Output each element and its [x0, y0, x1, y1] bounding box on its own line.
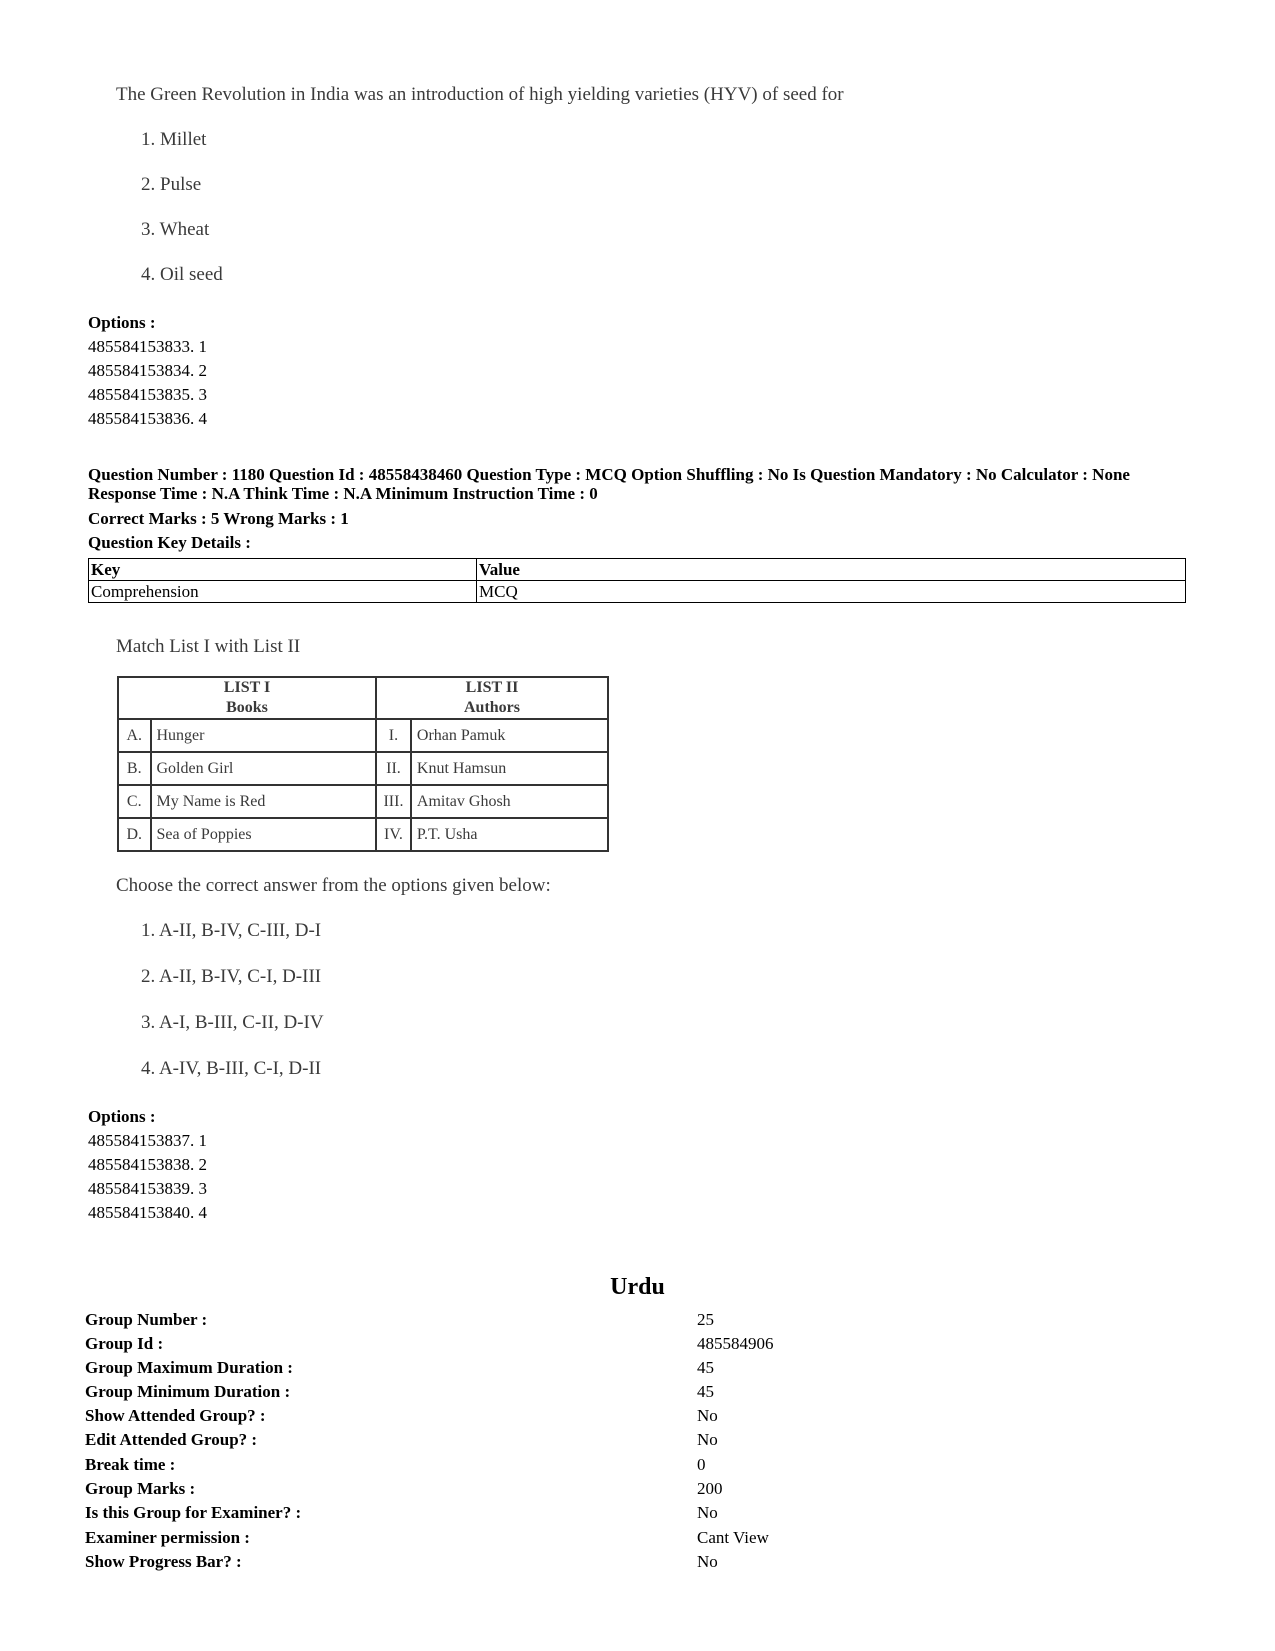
choice-2: 2. Pulse [141, 174, 202, 195]
author-cell: P.T. Usha [411, 818, 608, 851]
group-field-label: Show Attended Group? : [85, 1406, 266, 1425]
group-field-value: No [697, 1430, 718, 1449]
group-field-value: 485584906 [697, 1334, 774, 1353]
options-label: Options : [88, 1107, 156, 1126]
list1-subtitle: Books [226, 699, 268, 716]
table-header-key: Key [89, 559, 477, 581]
list1-letter: A. [118, 719, 151, 752]
group-field-label: Edit Attended Group? : [85, 1430, 258, 1449]
choice-4: 4. A-IV, B-III, C-I, D-II [141, 1058, 322, 1079]
marks-line: Correct Marks : 5 Wrong Marks : 1 [88, 509, 349, 528]
list1-title: LIST I [223, 679, 271, 696]
match-table [117, 676, 609, 852]
table-row [118, 818, 608, 851]
book-cell: Golden Girl [151, 752, 377, 785]
question-meta-line1: Question Number : 1180 Question Id : 48558438460 Question Type : MCQ Option Shuffling : No Is Question Mandatory : No Calculator : None [88, 465, 1130, 484]
group-field-value: Cant View [697, 1528, 769, 1547]
table-row [118, 719, 608, 752]
choice-2: 2. A-II, B-IV, C-I, D-III [141, 966, 322, 987]
key-details-label: Question Key Details : [88, 533, 251, 552]
question-text: The Green Revolution in India was an introduction of high yielding varieties (HYV) of seed for [116, 84, 844, 105]
list1-letter: B. [118, 752, 151, 785]
group-field-value: No [697, 1552, 718, 1571]
group-field-value: 45 [697, 1358, 714, 1377]
group-field-value: No [697, 1406, 718, 1425]
option-row: 485584153835. 3 [88, 385, 207, 404]
list2-header [376, 677, 608, 719]
book-cell: Sea of Poppies [151, 818, 377, 851]
option-row: 485584153840. 4 [88, 1203, 207, 1222]
list1-letter: C. [118, 785, 151, 818]
option-row: 485584153833. 1 [88, 337, 207, 356]
list1-letter: D. [118, 818, 151, 851]
group-field-label: Group Id : [85, 1334, 164, 1353]
group-field-label: Break time : [85, 1455, 176, 1474]
group-field-label: Is this Group for Examiner? : [85, 1503, 302, 1522]
choice-3: 3. Wheat [141, 219, 210, 240]
group-field-label: Group Minimum Duration : [85, 1382, 291, 1401]
option-row: 485584153836. 4 [88, 409, 207, 428]
choose-text: Choose the correct answer from the options given below: [116, 875, 551, 896]
group-field-label: Group Maximum Duration : [85, 1358, 293, 1377]
author-cell: Orhan Pamuk [411, 719, 608, 752]
book-cell: Hunger [151, 719, 377, 752]
key-details-table [88, 558, 1186, 603]
group-field-label: Examiner permission : [85, 1528, 250, 1547]
table-header-value: Value [477, 559, 1186, 581]
list2-numeral: III. [376, 785, 411, 818]
list2-subtitle: Authors [463, 699, 520, 716]
group-field-label: Group Number : [85, 1310, 208, 1329]
group-field-value: 45 [697, 1382, 714, 1401]
option-row: 485584153839. 3 [88, 1179, 207, 1198]
table-row [89, 581, 1186, 603]
choice-1: 1. Millet [141, 129, 207, 150]
group-field-value: 200 [697, 1479, 723, 1498]
table-header-row [89, 559, 1186, 581]
options-label: Options : [88, 313, 156, 332]
author-cell: Knut Hamsun [411, 752, 608, 785]
group-field-label: Show Progress Bar? : [85, 1552, 242, 1571]
table-row [118, 785, 608, 818]
list2-numeral: I. [376, 719, 411, 752]
option-row: 485584153834. 2 [88, 361, 207, 380]
option-row: 485584153838. 2 [88, 1155, 207, 1174]
choice-4: 4. Oil seed [141, 264, 223, 285]
question-meta-line2: Response Time : N.A Think Time : N.A Minimum Instruction Time : 0 [88, 484, 598, 503]
table-row [118, 752, 608, 785]
match-header-row [118, 677, 608, 719]
author-cell: Amitav Ghosh [411, 785, 608, 818]
choice-3: 3. A-I, B-III, C-II, D-IV [141, 1012, 324, 1033]
option-row: 485584153837. 1 [88, 1131, 207, 1150]
group-field-value: 25 [697, 1310, 714, 1329]
group-field-value: No [697, 1503, 718, 1522]
list2-title: LIST II [465, 679, 519, 696]
group-title: Urdu [610, 1274, 665, 1300]
choice-1: 1. A-II, B-IV, C-III, D-I [141, 920, 322, 941]
book-cell: My Name is Red [151, 785, 377, 818]
match-prompt: Match List I with List II [116, 636, 301, 657]
list2-numeral: IV. [376, 818, 411, 851]
group-field-value: 0 [697, 1455, 706, 1474]
list1-header [118, 677, 376, 719]
table-cell: Comprehension [89, 581, 477, 603]
group-field-label: Group Marks : [85, 1479, 196, 1498]
list2-numeral: II. [376, 752, 411, 785]
table-cell: MCQ [477, 581, 1186, 603]
